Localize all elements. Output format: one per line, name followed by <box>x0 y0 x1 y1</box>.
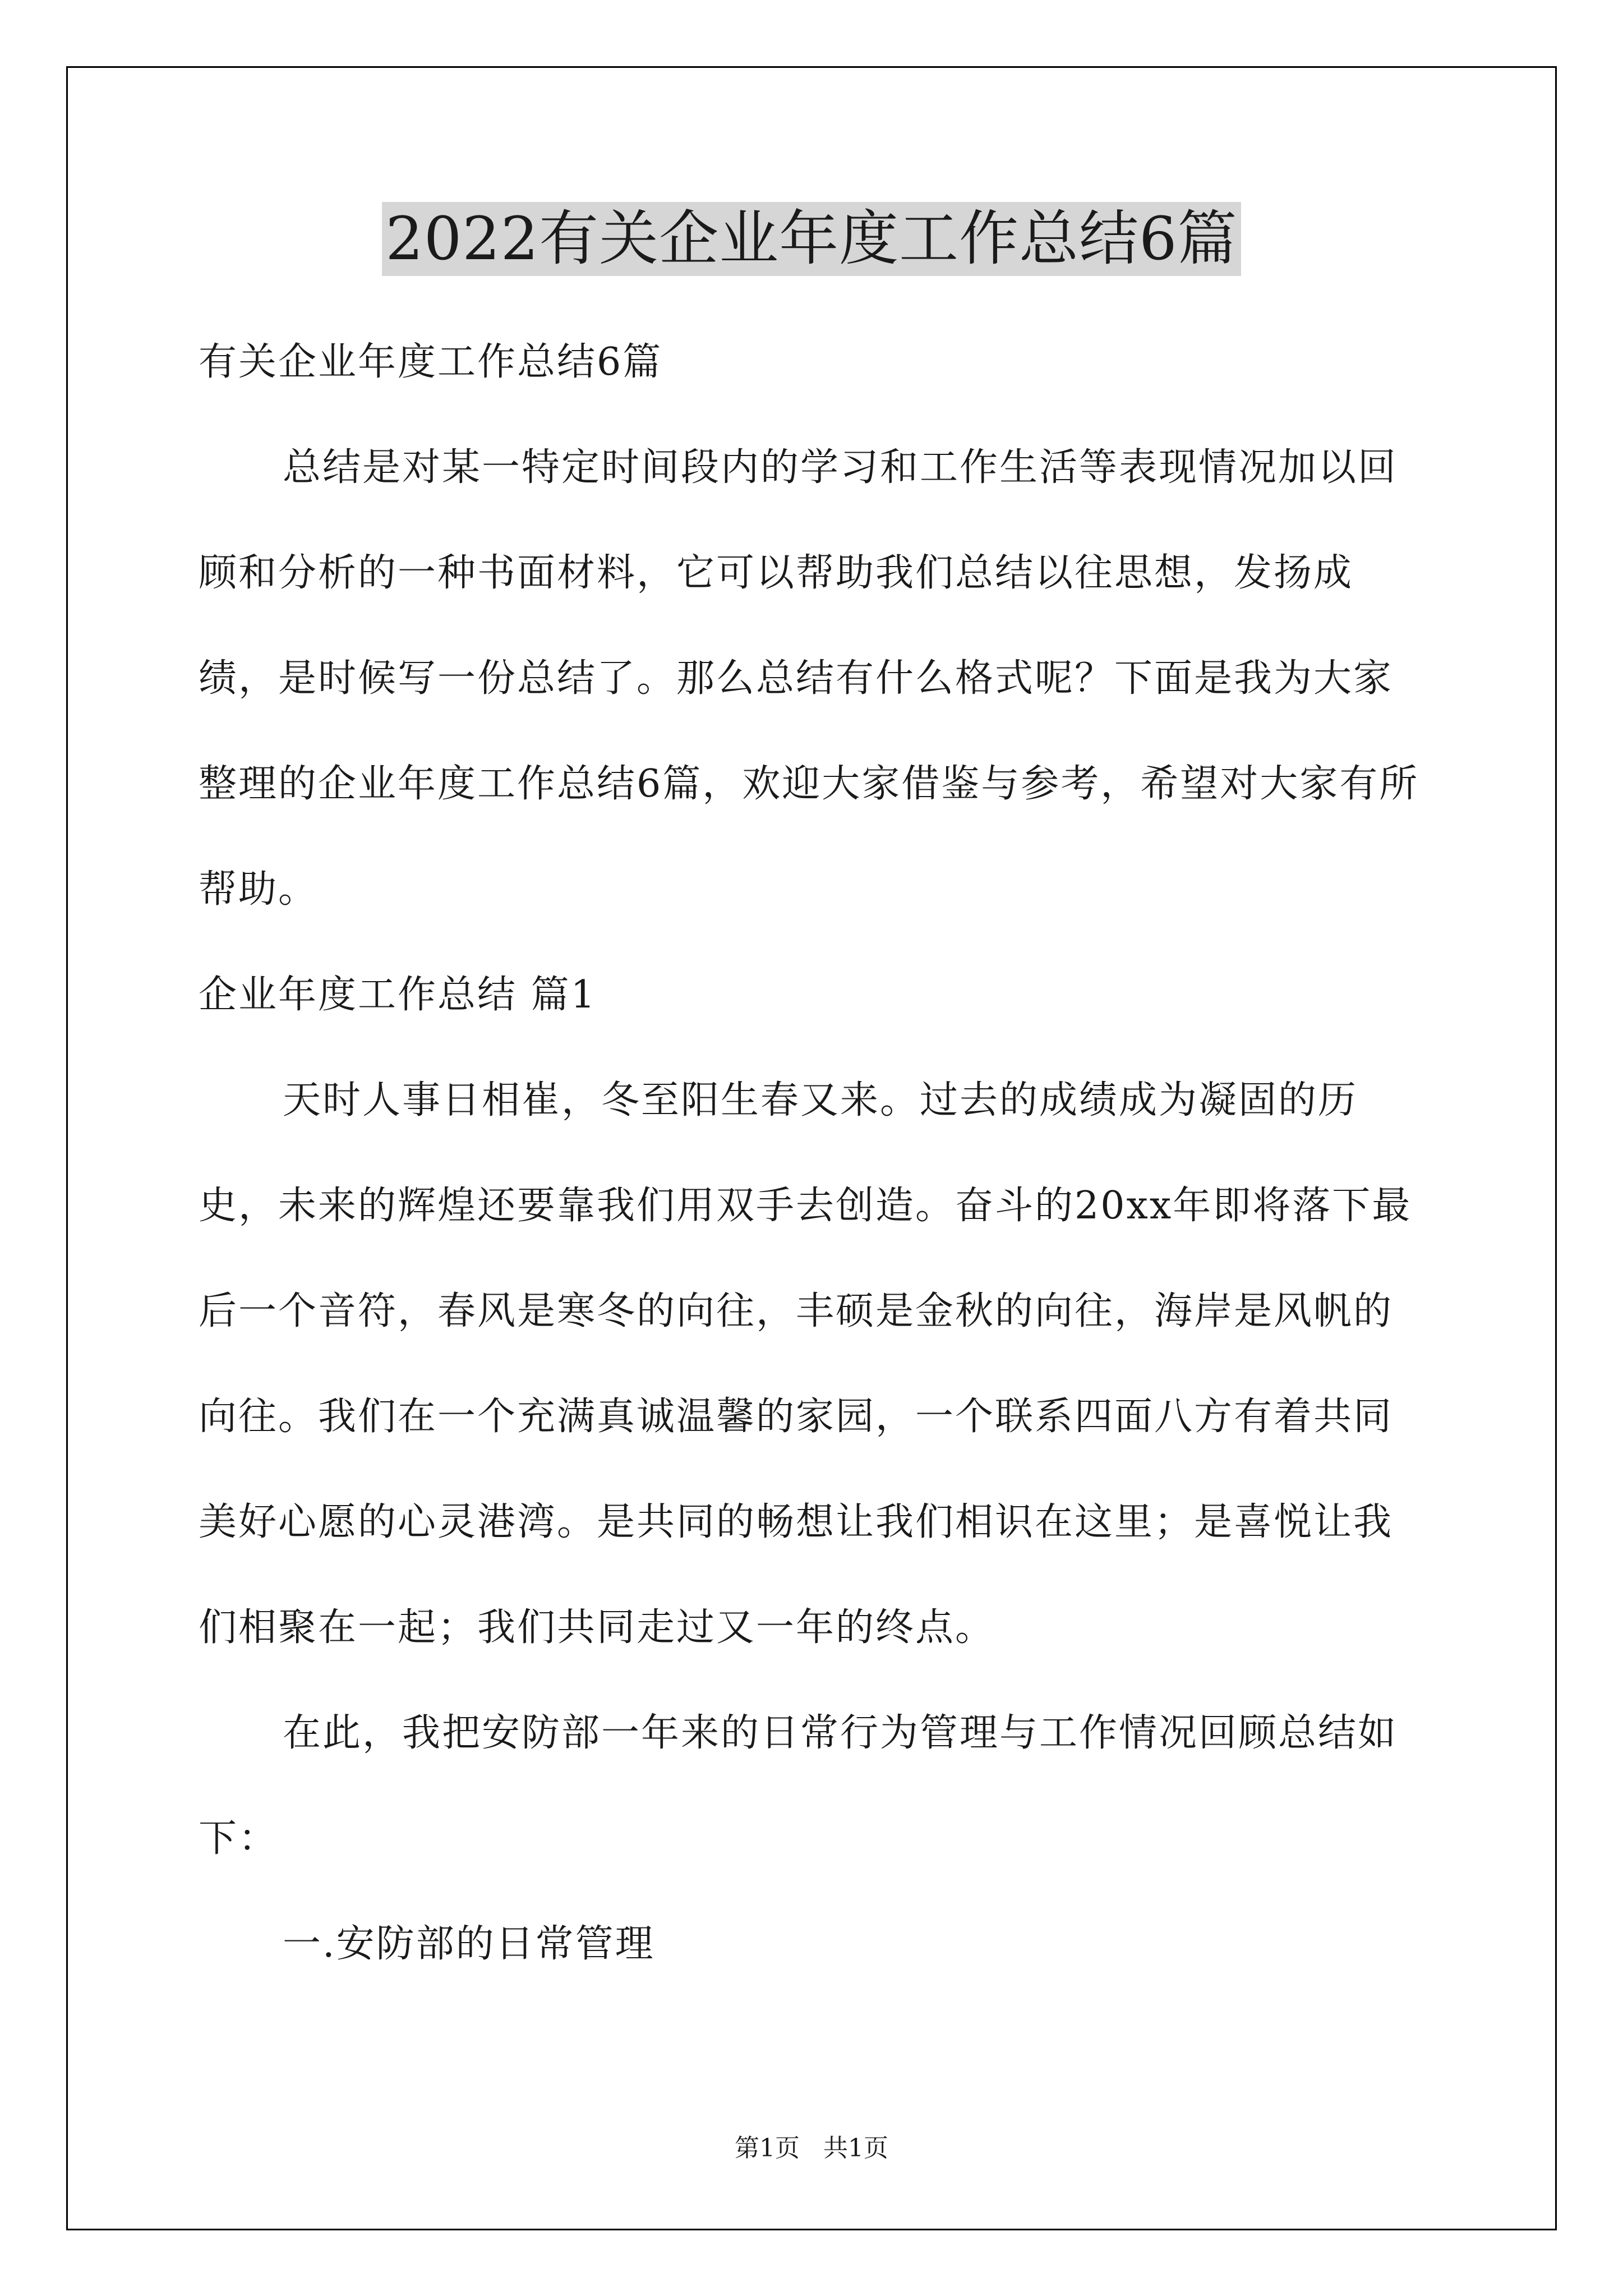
page-footer: 第1页 共1页 <box>735 2134 888 2162</box>
document-title: 2022有关企业年度工作总结6篇 <box>382 202 1241 276</box>
document-body <box>199 310 1430 1997</box>
sub-heading-1: 一.安防部的日常管理 <box>283 1922 655 1966</box>
body-paragraph-2: 在此，我把安防部一年来的日常行为管理与工作情况回顾总结如下： <box>199 1711 1398 1861</box>
body-paragraph-1: 天时人事日相崔，冬至阳生春又来。过去的成绩成为凝固的历史，未来的辉煌还要靠我们用双手去创造。奋斗的20xx年即将落下最后一个音符，春风是寒冬的向往，丰硕是金秋的向往，海岸是风帆的向往。我们在一个充满真诚温馨的家园，一个联系四面八方有着共同美好心愿的心灵港湾。是共同的畅想让我们相识在这里；是喜悦让我们相聚在一起；我们共同走过又一年的终点。 <box>199 1078 1412 1650</box>
section-heading-1: 企业年度工作总结 篇1 <box>199 973 597 1017</box>
subtitle-paragraph: 有关企业年度工作总结6篇 <box>199 340 663 384</box>
title-container <box>0 202 1623 276</box>
intro-paragraph: 总结是对某一特定时间段内的学习和工作生活等表现情况加以回顾和分析的一种书面材料，它可以帮助我们总结以往思想，发扬成绩，是时候写一份总结了。那么总结有什么格式呢？下面是我为大家整理的企业年度工作总结6篇，欢迎大家借鉴与参考，希望对大家有所帮助。 <box>199 445 1419 912</box>
